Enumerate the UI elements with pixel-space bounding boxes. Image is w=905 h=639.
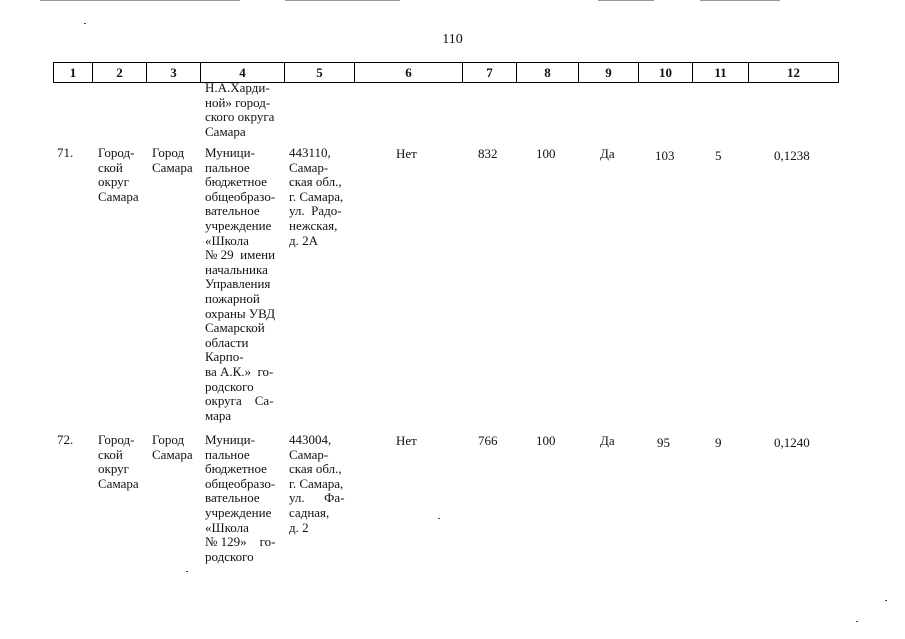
scan-speck [856,621,858,622]
col10-cell: 95 [657,435,670,450]
top-edge-rule [598,0,654,1]
col9-cell: Да [600,146,615,161]
header-col-1: 1 [69,65,77,80]
table-header-row [53,62,839,83]
header-col-5: 5 [284,63,354,82]
col6-cell: Нет [396,146,417,161]
col7-cell: 832 [478,146,498,161]
header-col-4: 4 [200,63,284,82]
top-edge-rule [285,0,400,1]
header-col-6: 6 [354,63,462,82]
page-number: 110 [442,32,463,47]
header-col-2: 2 [92,63,146,82]
row-number: 72. [57,432,74,447]
continuation-name-cell: Н.А.Харди- ной» город- ского округа Самара [205,80,275,139]
scan-speck [84,23,86,24]
address-cell: 443004, Самар- ская обл., г. Самара, ул. Фа- садная, д. 2 [289,432,345,535]
header-col-9: 9 [578,63,638,82]
scan-speck [885,600,887,601]
col11-cell: 5 [715,148,722,163]
col12-cell: 0,1238 [774,148,810,163]
address-cell: 443110, Самар- ская обл., г. Самара, ул. Радо- нежская, д. 2А [289,145,344,248]
col10-cell: 103 [655,148,675,163]
header-col-12: 12 [748,63,838,82]
institution-name-cell: Муници- пальное бюджетное общеобразо- вательное учреждение «Школа № 29 имени начальника Управления пожарной охраны УВД Самарской области Карпо- ва А.К.» го- родского округа Са- мара [205,145,276,423]
district-cell: Город- ской округ Самара [98,145,139,204]
col7-cell: 766 [478,433,498,448]
col6-cell: Нет [396,433,417,448]
col12-cell: 0,1240 [774,435,810,450]
header-col-3: 3 [146,63,200,82]
row-number: 71. [57,145,74,160]
city-cell: Город Самара [152,432,193,462]
col9-cell: Да [600,433,615,448]
col8-cell: 100 [536,433,556,448]
institution-name-cell: Муници- пальное бюджетное общеобразо- вательное учреждение «Школа № 129» го- родского [205,432,276,564]
top-edge-rule [700,0,780,1]
col11-cell: 9 [715,435,722,450]
city-cell: Город Самара [152,145,193,175]
header-col-11: 11 [692,63,748,82]
scan-speck [186,571,188,572]
header-col-8: 8 [516,63,578,82]
header-col-10: 10 [638,63,692,82]
col8-cell: 100 [536,146,556,161]
scan-speck [438,518,440,519]
top-edge-rule [40,0,240,1]
header-col-7: 7 [462,63,516,82]
district-cell: Город- ской округ Самара [98,432,139,491]
